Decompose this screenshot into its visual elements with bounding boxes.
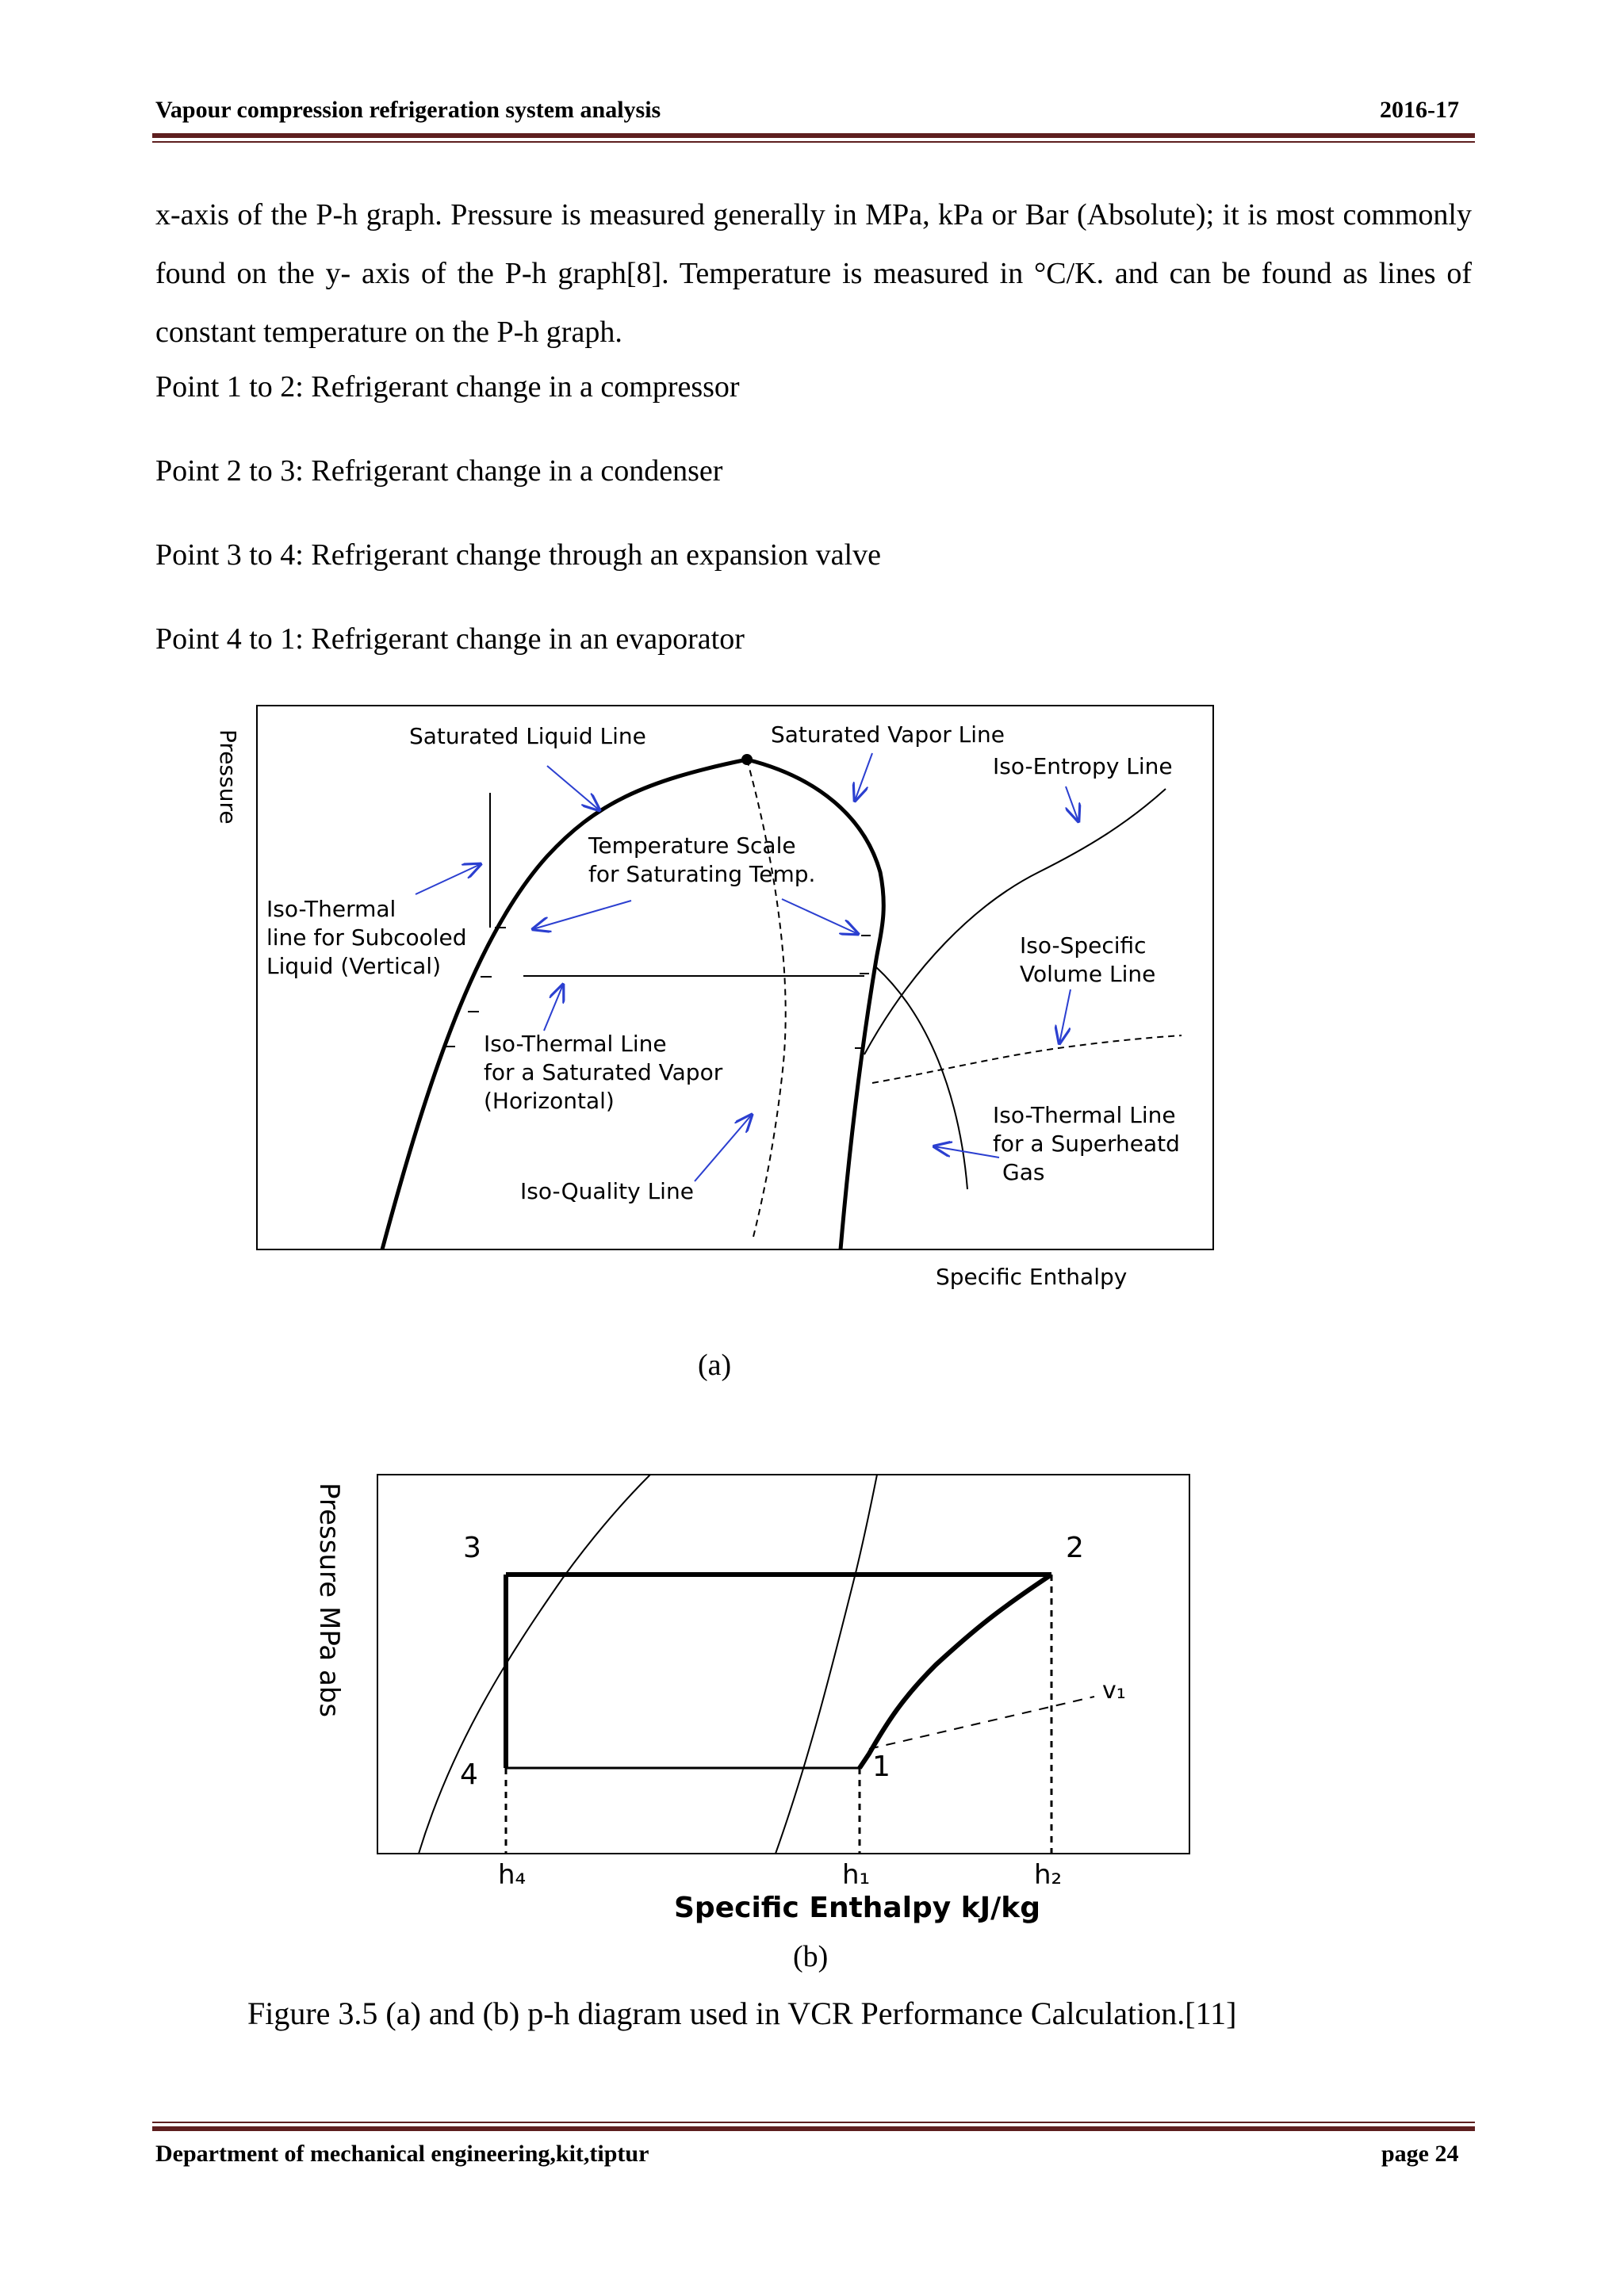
label-iso-thermal-sub-3: Liquid (Vertical): [266, 953, 442, 979]
annotation-arrows: [416, 753, 1078, 1181]
label-iso-thermal-sup-1: Iso-Thermal Line: [993, 1102, 1176, 1128]
label-iso-thermal-sub-2: line for Subcooled: [266, 924, 467, 951]
iso-specific-volume-line: [872, 1035, 1182, 1083]
x-axis-label-b: Specific Enthalpy kJ/kg: [674, 1892, 1041, 1924]
y-axis-label: Pressure: [215, 729, 241, 825]
point-label-3: 3: [463, 1532, 481, 1564]
footer-rule-thick: [152, 2126, 1475, 2131]
y-axis-label-b: Pressure MPa abs: [313, 1483, 345, 1718]
iso-thermal-superheated: [876, 967, 967, 1189]
label-saturated-liquid: Saturated Liquid Line: [409, 723, 646, 749]
label-iso-specific-2: Volume Line: [1020, 961, 1156, 987]
label-iso-quality: Iso-Quality Line: [520, 1178, 694, 1204]
label-saturated-vapor: Saturated Vapor Line: [771, 721, 1005, 748]
label-iso-thermal-sup-2: for a Superheatd: [993, 1131, 1180, 1157]
figure-b-vcr-cycle: [301, 1459, 1253, 1934]
header-rule-thick: [152, 133, 1475, 138]
tick-h2: h₂: [1034, 1859, 1063, 1891]
figure-caption: Figure 3.5 (a) and (b) p-h diagram used in VCR Performance Calculation.[11]: [247, 1996, 1237, 2031]
tick-h4: h₄: [498, 1859, 527, 1891]
x-axis-label: Specific Enthalpy: [936, 1264, 1128, 1290]
iso-quality-line: [747, 760, 786, 1237]
point-2-to-3: Point 2 to 3: Refrigerant change in a condenser: [155, 454, 723, 488]
tick-h1: h₁: [842, 1859, 871, 1891]
body-paragraph: x-axis of the P-h graph. Pressure is measured generally in MPa, kPa or Bar (Absolute); it is most commonly found on the y- axis of the P-h graph[8]. Temperature is measured in °C/K. and can be found as lines of constant temperature on the P-h graph.: [155, 198, 1472, 349]
label-iso-entropy: Iso-Entropy Line: [993, 753, 1173, 779]
header-rule-thin: [152, 141, 1475, 143]
label-iso-specific-1: Iso-Specific: [1020, 932, 1147, 959]
footer-page-number: page 24: [1381, 2141, 1459, 2167]
cycle-1-2-compression: [860, 1575, 1051, 1768]
point-label-2: 2: [1066, 1532, 1084, 1564]
footer-department: Department of mechanical engineering,kit,tiptur: [155, 2141, 649, 2167]
label-temp-scale-1: Temperature Scale: [588, 832, 796, 859]
sat-liquid-curve-b: [419, 1475, 650, 1854]
label-iso-thermal-sup-3: Gas: [1002, 1159, 1045, 1185]
point-3-to-4: Point 3 to 4: Refrigerant change through an expansion valve: [155, 538, 881, 572]
label-iso-thermal-sub-1: Iso-Thermal: [266, 896, 396, 922]
label-v1: v₁: [1102, 1677, 1126, 1705]
figure-b-sublabel: (b): [793, 1940, 829, 1973]
point-label-4: 4: [460, 1758, 478, 1791]
point-label-1: 1: [872, 1751, 891, 1783]
label-iso-thermal-sat-3: (Horizontal): [484, 1088, 615, 1114]
figure-a-sublabel: (a): [698, 1349, 732, 1382]
enthalpy-drop-lines: [506, 1575, 1051, 1854]
point-4-to-1: Point 4 to 1: Refrigerant change in an evaporator: [155, 622, 745, 656]
header-year: 2016-17: [1380, 97, 1459, 123]
header-title: Vapour compression refrigeration system analysis: [155, 97, 661, 123]
figure-a-ph-diagram: [214, 698, 1221, 1308]
sat-vapor-curve-b: [776, 1475, 877, 1854]
label-iso-thermal-sat-1: Iso-Thermal Line: [484, 1031, 667, 1057]
point-1-to-2: Point 1 to 2: Refrigerant change in a compressor: [155, 370, 740, 404]
label-iso-thermal-sat-2: for a Saturated Vapor: [484, 1059, 723, 1085]
iso-entropy-curve: [864, 789, 1166, 1054]
footer-rule-thin: [152, 2122, 1475, 2123]
label-temp-scale-2: for Saturating Temp.: [588, 861, 816, 887]
